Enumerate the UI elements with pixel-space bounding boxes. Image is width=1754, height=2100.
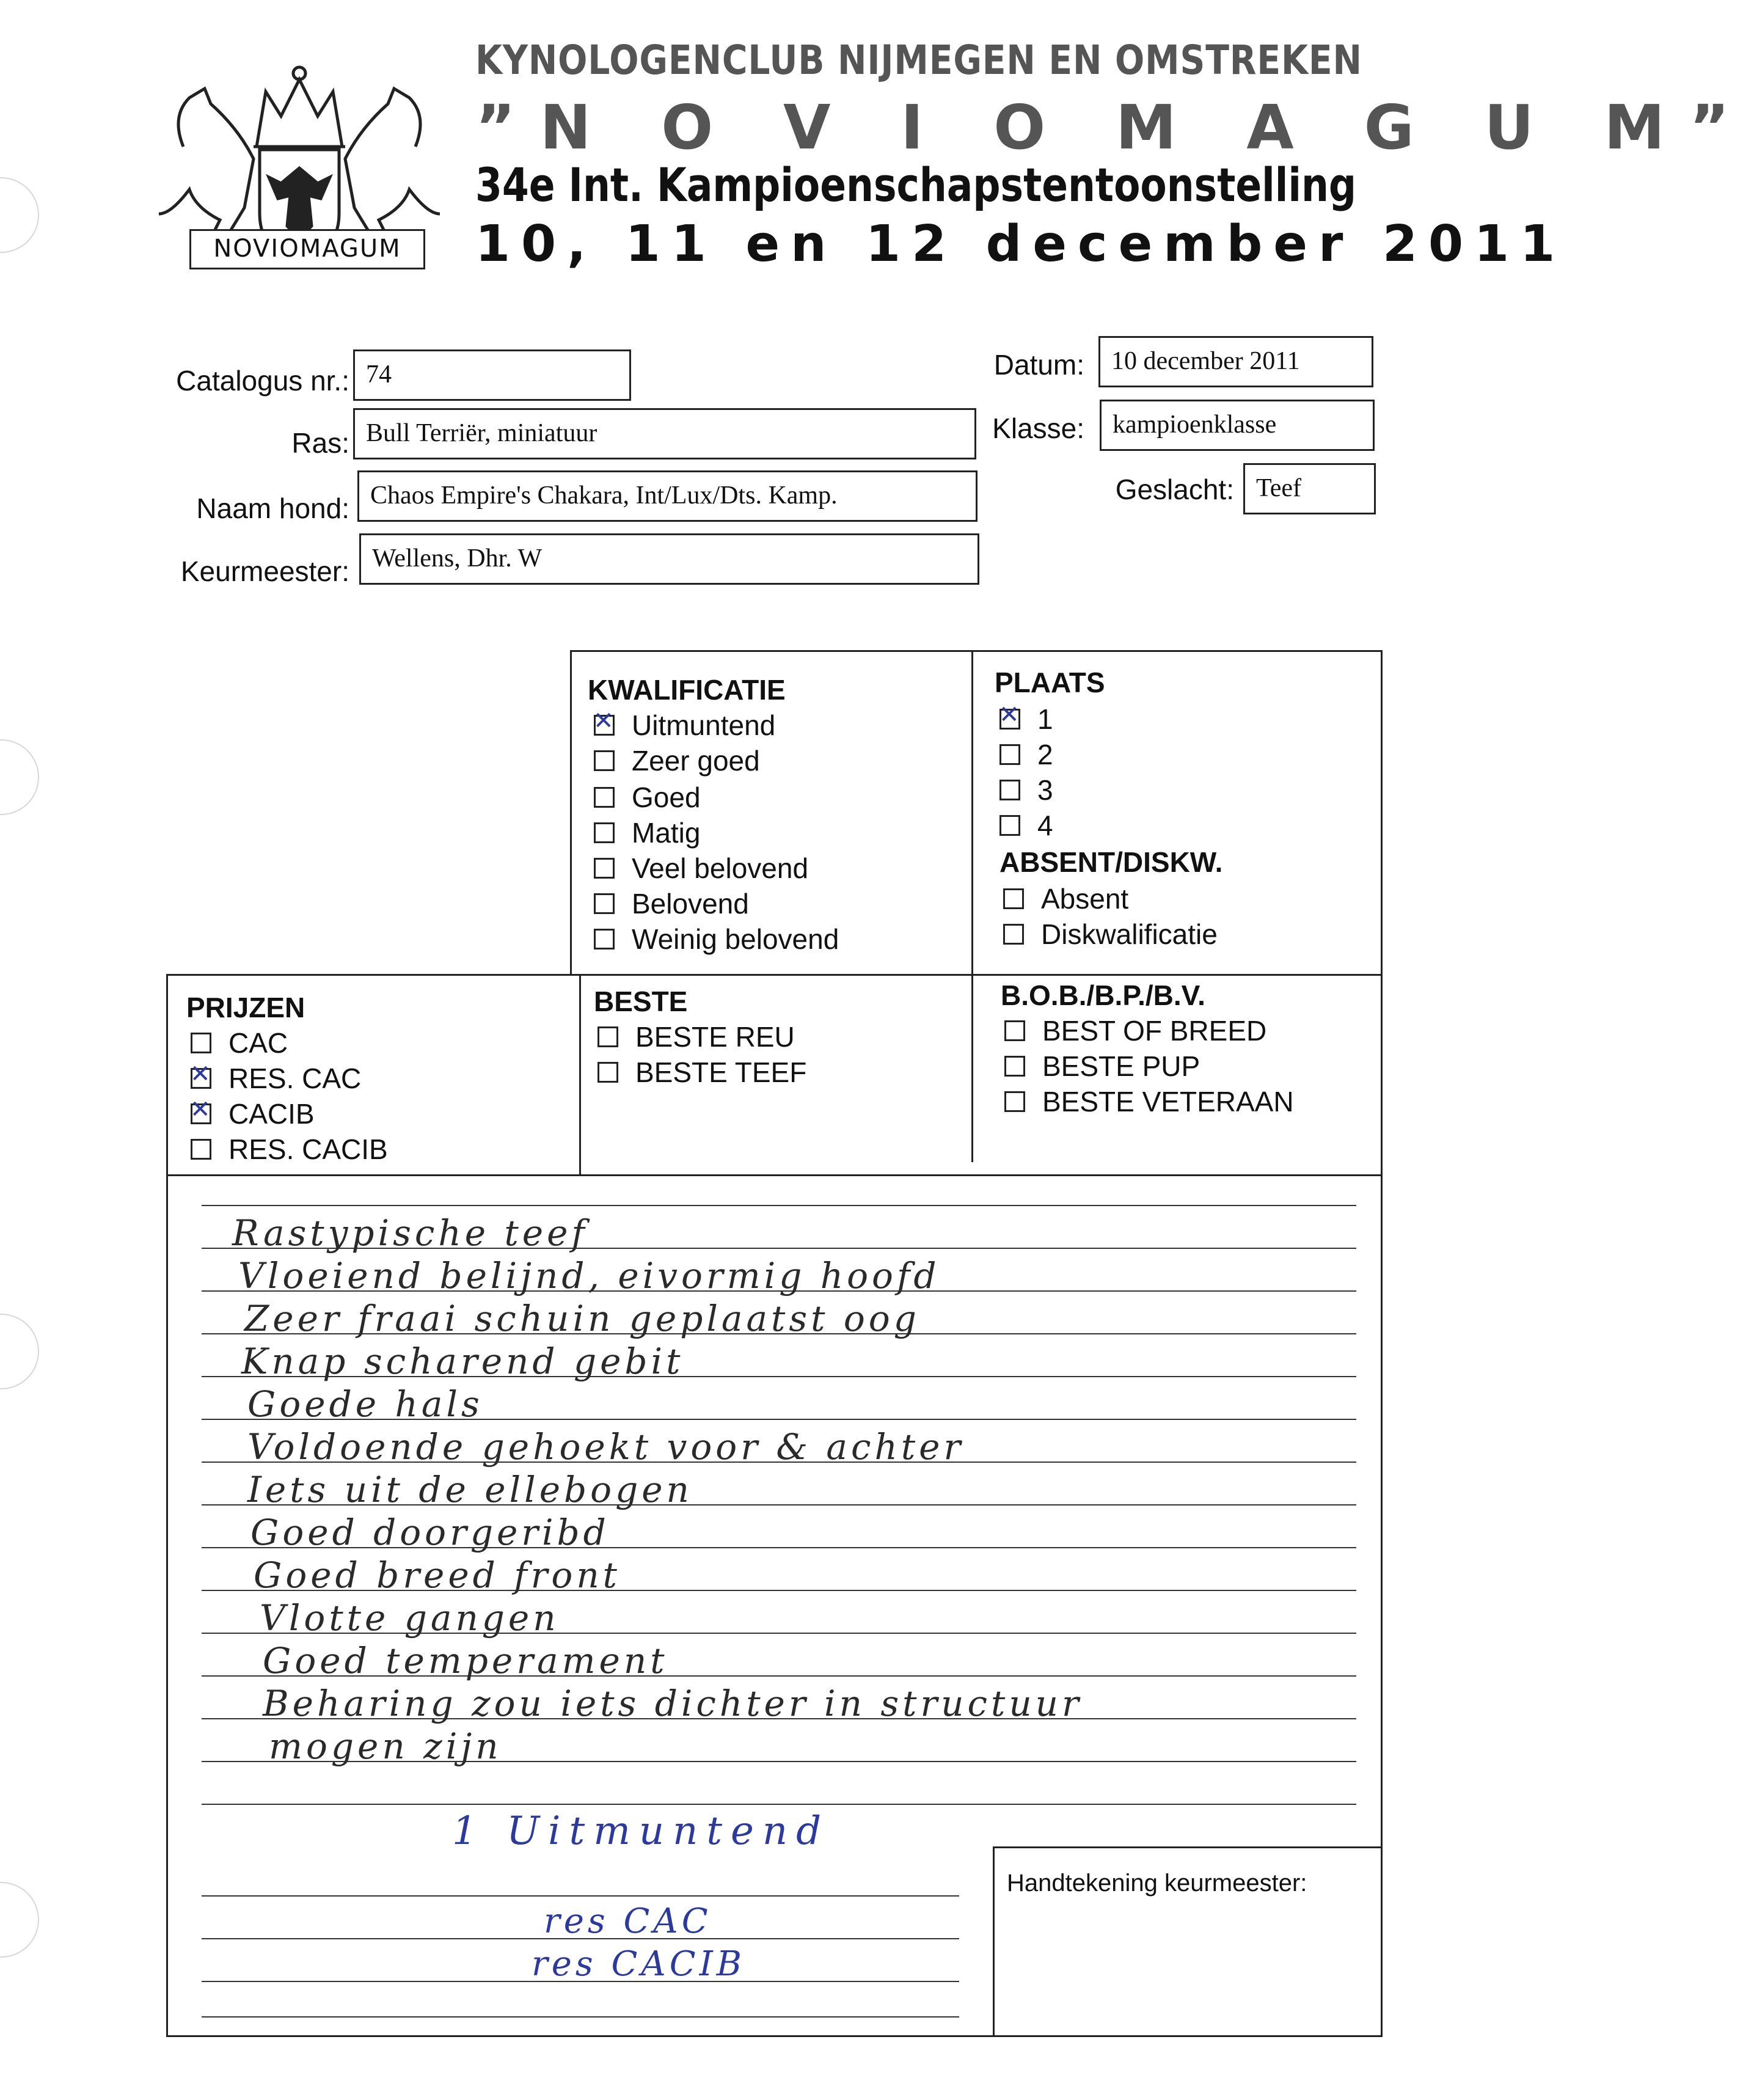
checkbox[interactable] (594, 929, 615, 949)
kwalificatie-title: KWALIFICATIE (588, 674, 786, 706)
grid-line (166, 1174, 1383, 1176)
checkbox[interactable] (594, 822, 615, 843)
prize-handwritten: res CAC (544, 1901, 712, 1941)
grid-line (570, 650, 1383, 652)
logo-banner: NOVIOMAGUM (189, 229, 425, 269)
bob-option-beste-pup[interactable]: BESTE PUP (1004, 1050, 1200, 1083)
event-dates: 10, 11 en 12 december 2011 (475, 215, 1566, 273)
naam-hond-field[interactable]: Chaos Empire's Chakara, Int/Lux/Dts. Kamp. (357, 470, 977, 522)
ruled-line (202, 1895, 959, 1897)
report-line: Voldoende gehoekt voor & achter (247, 1426, 965, 1468)
grid-line (166, 2035, 1383, 2037)
klasse-field[interactable]: kampioenklasse (1100, 400, 1375, 451)
ras-field[interactable]: Bull Terriër, miniatuur (353, 408, 976, 459)
plaats-option-1[interactable]: ✕ 1 (999, 703, 1053, 736)
bob-title: B.O.B./B.P./B.V. (1001, 979, 1205, 1011)
ruled-line (202, 1804, 1356, 1805)
grid-line (570, 650, 572, 974)
checkbox[interactable] (1003, 924, 1024, 945)
kwalificatie-option-belovend[interactable]: Belovend (594, 887, 749, 920)
prijzen-option-res-cacib[interactable]: RES. CACIB (191, 1133, 388, 1166)
prijzen-option-cac[interactable]: CAC (191, 1026, 288, 1059)
grid-line (166, 974, 168, 2037)
checkbox[interactable] (191, 1139, 211, 1160)
club-name: KYNOLOGENCLUB NIJMEGEN EN OMSTREKEN (475, 37, 1362, 84)
ruled-line (202, 1205, 1356, 1206)
kwalificatie-option-weinig-belovend[interactable]: Weinig belovend (594, 923, 839, 956)
report-line: Goed temperament (263, 1640, 668, 1681)
checkbox[interactable] (1004, 1091, 1025, 1112)
checkbox-checked[interactable] (191, 1068, 211, 1089)
club-subtitle: ”N O V I O M A G U M” (475, 92, 1754, 163)
beste-option-reu[interactable]: BESTE REU (597, 1020, 795, 1053)
grid-line (166, 974, 1383, 976)
checkbox-checked[interactable] (191, 1103, 211, 1124)
prize-handwritten: res CACIB (532, 1944, 745, 1984)
signature-label: Handtekening keurmeester: (1007, 1870, 1307, 1897)
report-line: Goed doorgeribd (250, 1512, 610, 1553)
punch-hole (0, 739, 39, 815)
ras-label: Ras: (291, 427, 349, 459)
checkbox[interactable] (597, 1062, 618, 1083)
diskwalificatie-option[interactable]: Diskwalificatie (1003, 918, 1218, 951)
checkbox[interactable] (597, 1026, 618, 1047)
datum-field[interactable]: 10 december 2011 (1098, 336, 1373, 387)
kwalificatie-option-matig[interactable]: Matig (594, 816, 700, 849)
checkbox[interactable] (594, 893, 615, 914)
plaats-option-2[interactable]: 2 (999, 738, 1053, 771)
checkbox[interactable] (1004, 1020, 1025, 1041)
beste-option-teef[interactable]: BESTE TEEF (597, 1056, 806, 1089)
punch-hole (0, 177, 39, 253)
result-handwritten: 1 Uitmuntend (452, 1809, 830, 1854)
report-line: Zeer fraai schuin geplaatst oog (244, 1298, 920, 1339)
ruled-line (202, 2016, 959, 2018)
report-line: mogen zijn (269, 1725, 502, 1767)
prijzen-option-res-cac[interactable]: ✕ RES. CAC (191, 1062, 361, 1095)
plaats-title: PLAATS (995, 667, 1105, 698)
plaats-option-4[interactable]: 4 (999, 809, 1053, 842)
datum-label: Datum: (993, 349, 1084, 381)
report-line: Rastypische teef (232, 1212, 588, 1254)
kwalificatie-option-goed[interactable]: Goed (594, 781, 701, 814)
geslacht-field[interactable]: Teef (1243, 463, 1376, 514)
checkbox[interactable] (1003, 888, 1024, 909)
report-line: Vloeiend belijnd, eivormig hoofd (238, 1255, 940, 1297)
klasse-label: Klasse: (992, 412, 1084, 444)
checkbox[interactable] (594, 750, 615, 771)
event-title: 34e Int. Kampioenschapstentoonstelling (475, 158, 1357, 212)
bob-option-best-of-breed[interactable]: BEST OF BREED (1004, 1014, 1266, 1047)
prijzen-title: PRIJZEN (186, 992, 305, 1023)
absent-title: ABSENT/DISKW. (999, 846, 1223, 878)
report-line: Goede hals (247, 1383, 483, 1425)
catalogus-label: Catalogus nr.: (176, 365, 349, 397)
absent-option[interactable]: Absent (1003, 882, 1128, 915)
bob-option-beste-veteraan[interactable]: BESTE VETERAAN (1004, 1085, 1294, 1118)
grid-line (579, 974, 581, 1176)
report-line: Vlotte gangen (260, 1597, 560, 1639)
report-line: Iets uit de ellebogen (247, 1469, 693, 1510)
geslacht-label: Geslacht: (1115, 474, 1234, 505)
kwalificatie-option-uitmuntend[interactable]: ✕ Uitmuntend (594, 709, 775, 742)
punch-hole (0, 1314, 39, 1389)
plaats-option-3[interactable]: 3 (999, 774, 1053, 807)
kwalificatie-option-veel-belovend[interactable]: Veel belovend (594, 852, 808, 885)
checkbox[interactable] (594, 858, 615, 879)
signature-area[interactable] (1002, 1906, 1368, 2029)
punch-hole (0, 1882, 39, 1958)
report-line: Knap scharend gebit (241, 1341, 684, 1382)
naam-hond-label: Naam hond: (196, 492, 349, 524)
prijzen-option-cacib[interactable]: ✕ CACIB (191, 1097, 315, 1130)
kwalificatie-option-zeer-goed[interactable]: Zeer goed (594, 744, 760, 777)
checkbox[interactable] (999, 815, 1020, 836)
checkbox[interactable] (594, 787, 615, 808)
club-logo (147, 55, 452, 281)
checkbox[interactable] (999, 780, 1020, 800)
checkbox[interactable] (1004, 1056, 1025, 1077)
keurmeester-label: Keurmeester: (180, 555, 349, 587)
checkbox-checked[interactable] (999, 709, 1020, 730)
checkbox[interactable] (191, 1033, 211, 1053)
checkbox[interactable] (999, 744, 1020, 765)
keurmeester-field[interactable]: Wellens, Dhr. W (359, 533, 979, 585)
grid-line (971, 650, 973, 1162)
beste-title: BESTE (594, 986, 688, 1017)
grid-line (993, 1846, 995, 2036)
grid-line (993, 1846, 1383, 1848)
report-line: Goed breed front (254, 1554, 621, 1596)
checkbox-checked[interactable] (594, 715, 615, 736)
catalogus-field[interactable]: 74 (353, 349, 631, 401)
report-line: Beharing zou iets dichter in structuur (263, 1683, 1083, 1724)
grid-line (1381, 650, 1383, 2037)
